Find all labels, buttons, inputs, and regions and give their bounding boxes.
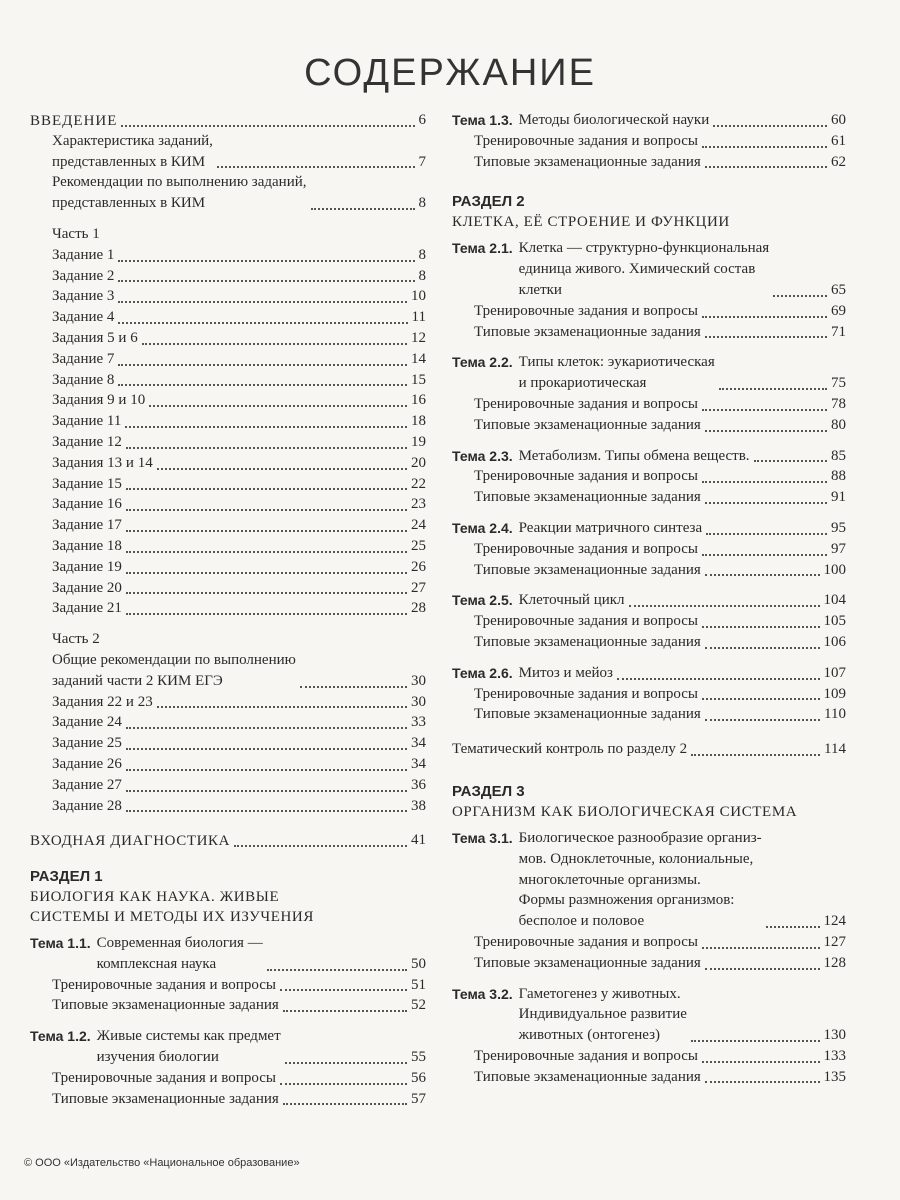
- toc-entry-text: Задание 25: [52, 735, 122, 752]
- toc-entry[interactable]: [30, 650, 426, 692]
- toc-entry-text: Задание 21: [52, 600, 122, 617]
- toc-entry-page: 51: [411, 976, 426, 993]
- leader-dots: [126, 810, 407, 812]
- intro-items: [30, 131, 426, 214]
- leader-dots: [283, 1010, 407, 1012]
- toc-entry-page: 38: [411, 797, 426, 814]
- toc-right-column: [452, 110, 846, 1087]
- topic-subentry[interactable]: [30, 975, 426, 996]
- toc-left-column: [30, 110, 426, 1109]
- leader-dots: [126, 592, 407, 594]
- toc-entry-page: 25: [411, 537, 426, 554]
- toc-entry-page: 14: [411, 350, 426, 367]
- topic-block: [452, 984, 846, 1088]
- topic-title: Митоз и мейоз: [518, 664, 613, 681]
- toc-entry-page: 88: [831, 468, 846, 485]
- leader-dots: [126, 748, 407, 750]
- leader-dots: [126, 769, 407, 771]
- toc-entry-page: 15: [411, 371, 426, 388]
- leader-dots: [617, 678, 820, 680]
- leader-dots: [283, 1103, 407, 1105]
- leader-dots: [126, 613, 407, 615]
- section-title: ОРГАНИЗМ КАК БИОЛОГИЧЕСКАЯ СИСТЕМА: [452, 803, 798, 820]
- toc-entry-text: Задание 12: [52, 433, 122, 450]
- toc-entry-page: 34: [411, 755, 426, 772]
- toc-entry-text: Задание 26: [52, 755, 122, 772]
- leader-dots: [280, 989, 407, 991]
- toc-entry-text: Типовые экзаменационные задания: [474, 633, 701, 650]
- toc-entry-page: 52: [411, 997, 426, 1014]
- toc-entry-text: Типовые экзаменационные задания: [474, 489, 701, 506]
- leader-dots: [118, 260, 414, 262]
- toc-entry-text: Типовые экзаменационные задания: [474, 416, 701, 433]
- toc-entry[interactable]: [30, 515, 426, 536]
- leader-dots: [705, 647, 820, 649]
- toc-entry-text: Задания 9 и 10: [52, 392, 146, 409]
- toc-entry[interactable]: [30, 286, 426, 307]
- topic-subentry[interactable]: [452, 1067, 846, 1088]
- toc-entry-text: Задания 13 и 14: [52, 454, 153, 471]
- toc-entry-text: Типовые экзаменационные задания: [52, 1090, 279, 1107]
- toc-entry[interactable]: [30, 536, 426, 557]
- topic-label: Тема 2.6.: [452, 664, 513, 681]
- topic-block: [30, 933, 426, 1016]
- leader-dots: [702, 554, 827, 556]
- toc-entry-page: 8: [418, 195, 426, 212]
- toc-entry[interactable]: [30, 692, 426, 713]
- toc-entry[interactable]: [30, 411, 426, 432]
- toc-entry-text: Задание 8: [52, 371, 115, 388]
- section2-heading: [452, 192, 846, 232]
- leader-dots: [118, 364, 407, 366]
- leader-dots: [118, 384, 407, 386]
- topic-entry[interactable]: [452, 518, 846, 539]
- leader-dots: [126, 572, 407, 574]
- topic-page: 104: [823, 592, 846, 609]
- toc-entry-text: Тематический контроль по разделу 2: [452, 741, 688, 758]
- toc-entry[interactable]: [30, 432, 426, 453]
- topic-title: Клеточный цикл: [518, 592, 625, 609]
- topic-block: [452, 590, 846, 652]
- topic-block: [452, 238, 846, 342]
- section-label: РАЗДЕЛ 3: [452, 782, 525, 800]
- toc-entry[interactable]: [30, 474, 426, 495]
- topic-title: Гаметогенез у животных. Индивидуальное развитие животных (онтогенез): [518, 985, 687, 1044]
- leader-dots: [705, 166, 827, 168]
- topic-label: Тема 2.5.: [452, 592, 513, 609]
- topic-entry[interactable]: [452, 352, 846, 394]
- topic-subentry[interactable]: [452, 131, 846, 152]
- toc-entry-text: Задание 20: [52, 579, 122, 596]
- toc-entry-intro[interactable]: [30, 110, 426, 131]
- toc-entry-page: 19: [411, 433, 426, 450]
- toc-entry-text: Задание 19: [52, 558, 122, 575]
- toc-entry-page: 16: [411, 392, 426, 409]
- topic-subentry[interactable]: [452, 560, 846, 581]
- leader-dots: [702, 481, 827, 483]
- topic-page: 65: [831, 281, 846, 298]
- part2-label: Часть 2: [52, 631, 100, 648]
- toc-entry[interactable]: [30, 172, 426, 214]
- topic-page: 130: [823, 1027, 846, 1044]
- toc-entry-page: 30: [411, 693, 426, 710]
- topic-subentry[interactable]: [452, 466, 846, 487]
- page-title: СОДЕРЖАНИЕ: [304, 52, 596, 94]
- toc-entry-page: 128: [823, 954, 846, 971]
- toc-entry-text: Задание 2: [52, 267, 115, 284]
- toc-entry-diagnostics[interactable]: [30, 830, 426, 851]
- toc-entry-text: Характеристика заданий, представленных в КИМ: [52, 132, 213, 170]
- toc-entry-text: Типовые экзаменационные задания: [474, 153, 701, 170]
- toc-entry-page: 10: [411, 288, 426, 305]
- leader-dots: [285, 1062, 407, 1064]
- leader-dots: [705, 430, 827, 432]
- topic-label: Тема 1.1.: [30, 935, 91, 952]
- leader-dots: [217, 166, 415, 168]
- topic-block: [452, 446, 846, 508]
- toc-entry-text: Задание 7: [52, 350, 115, 367]
- toc-entry[interactable]: [30, 578, 426, 599]
- topic-title: Современная биология — комплексная наука: [96, 935, 263, 972]
- toc-entry-text: Задание 1: [52, 246, 115, 263]
- leader-dots: [702, 698, 820, 700]
- topic-label: Тема 1.3.: [452, 112, 513, 128]
- toc-entry-text: Задание 28: [52, 797, 122, 814]
- topic-block: [452, 663, 846, 725]
- toc-entry[interactable]: [30, 131, 426, 173]
- topic-subentry[interactable]: [452, 632, 846, 653]
- leader-dots: [754, 460, 827, 462]
- section1-heading: [30, 867, 426, 927]
- leader-dots: [118, 280, 414, 282]
- topic-subentry[interactable]: [452, 394, 846, 415]
- toc-entry-page: 11: [411, 309, 426, 326]
- leader-dots: [121, 125, 414, 127]
- toc-entry-text: Типовые экзаменационные задания: [474, 323, 701, 340]
- toc-entry-page: 36: [411, 776, 426, 793]
- toc-entry[interactable]: [30, 598, 426, 619]
- topic-entry[interactable]: [452, 590, 846, 611]
- topic-subentry[interactable]: [452, 322, 846, 343]
- topic-page: 50: [411, 955, 426, 972]
- toc-entry[interactable]: [30, 796, 426, 817]
- toc-entry-text: Типовые экзаменационные задания: [474, 706, 701, 723]
- leader-dots: [691, 1040, 820, 1042]
- topic-subentry[interactable]: [452, 152, 846, 173]
- toc-entry-page: 91: [831, 489, 846, 506]
- toc-entry-text: Задание 27: [52, 776, 122, 793]
- leader-dots: [702, 409, 827, 411]
- copyright-footer: © ООО «Издательство «Национальное образование»: [24, 1157, 300, 1169]
- topic-title: Типы клеток: эукариотическая и прокариотическая: [518, 354, 715, 392]
- topic-label: Тема 2.2.: [452, 354, 513, 371]
- toc-entry-text: Задание 11: [52, 413, 122, 430]
- section3-topics: [452, 828, 846, 1088]
- leader-dots: [118, 301, 407, 303]
- toc-entry-text: Общие рекомендации по выполнению заданий части 2 КИМ ЕГЭ: [52, 651, 296, 689]
- leader-dots: [126, 727, 407, 729]
- toc-entry[interactable]: [30, 349, 426, 370]
- part2-items: [30, 650, 426, 816]
- toc-entry-text: Задание 17: [52, 517, 122, 534]
- section1-topics: [30, 933, 426, 1109]
- leader-dots: [125, 426, 407, 428]
- topic-page: 107: [823, 664, 846, 681]
- topic-block: [452, 110, 846, 172]
- topic-subentry[interactable]: [452, 487, 846, 508]
- toc-entry-page: 114: [824, 741, 846, 758]
- toc-entry-page: 110: [824, 706, 846, 723]
- section-title: БИОЛОГИЯ КАК НАУКА. ЖИВЫЕ СИСТЕМЫ И МЕТОДЫ ИХ ИЗУЧЕНИЯ: [30, 889, 314, 926]
- toc-entry[interactable]: [30, 266, 426, 287]
- leader-dots: [719, 388, 827, 390]
- toc-entry-page: 18: [411, 413, 426, 430]
- topic-label: Тема 2.1.: [452, 240, 513, 257]
- toc-entry-text: Тренировочные задания и вопросы: [474, 468, 698, 485]
- leader-dots: [234, 845, 407, 847]
- topic-entry[interactable]: [452, 238, 846, 300]
- toc-entry-page: 80: [831, 416, 846, 433]
- topic-subentry[interactable]: [452, 932, 846, 953]
- toc-entry-page: 27: [411, 579, 426, 596]
- toc-entry[interactable]: [30, 754, 426, 775]
- part1-label: Часть 1: [52, 225, 100, 242]
- toc-entry-text: Тренировочные задания и вопросы: [474, 613, 698, 630]
- toc-entry-text: Типовые экзаменационные задания: [474, 561, 701, 578]
- toc-entry-page: 61: [831, 132, 846, 149]
- topic-page: 55: [411, 1049, 426, 1066]
- toc-entry-page: 56: [411, 1069, 426, 1086]
- toc-entry-text: ВХОДНАЯ ДИАГНОСТИКА: [30, 833, 231, 850]
- leader-dots: [157, 706, 407, 708]
- leader-dots: [705, 574, 820, 576]
- topic-entry[interactable]: [30, 1026, 426, 1068]
- topic-title: Методы биологической науки: [518, 112, 710, 128]
- topic-label: Тема 1.2.: [30, 1028, 91, 1045]
- topic-subentry[interactable]: [452, 611, 846, 632]
- topic-entry[interactable]: [452, 110, 846, 131]
- toc-entry-text: Типовые экзаменационные задания: [474, 1068, 701, 1085]
- toc-entry-text: Рекомендации по выполнению заданий, представленных в КИМ: [52, 174, 307, 212]
- toc-entry-page: 127: [823, 933, 846, 950]
- topic-block: [452, 828, 846, 974]
- topic-title: Метаболизм. Типы обмена веществ.: [518, 447, 750, 464]
- toc-entry-page: 30: [411, 672, 426, 689]
- leader-dots: [126, 447, 407, 449]
- leader-dots: [705, 719, 820, 721]
- toc-entry-page: 105: [823, 613, 846, 630]
- toc-entry-page: 78: [831, 395, 846, 412]
- toc-entry-page: 7: [418, 153, 426, 170]
- leader-dots: [706, 533, 827, 535]
- section-label: РАЗДЕЛ 1: [30, 868, 103, 886]
- topic-title: Клетка — структурно-функциональная единица живого. Химический состав клетки: [518, 240, 770, 298]
- toc-entry-control[interactable]: [452, 739, 846, 760]
- leader-dots: [118, 322, 407, 324]
- toc-entry[interactable]: [30, 245, 426, 266]
- toc-entry-text: Типовые экзаменационные задания: [474, 954, 701, 971]
- toc-entry-text: ВВЕДЕНИЕ: [30, 112, 118, 129]
- topic-subentry[interactable]: [452, 301, 846, 322]
- toc-entry-text: Типовые экзаменационные задания: [52, 997, 279, 1014]
- leader-dots: [629, 605, 820, 607]
- toc-entry-text: Тренировочные задания и вопросы: [474, 933, 698, 950]
- toc-entry-text: Тренировочные задания и вопросы: [52, 1069, 276, 1086]
- topic-page: 75: [831, 375, 846, 392]
- topic-entry[interactable]: [452, 446, 846, 467]
- leader-dots: [766, 926, 820, 928]
- toc-entry-page: 8: [418, 267, 426, 284]
- topic-label: Тема 3.2.: [452, 985, 513, 1002]
- toc-entry-page: 8: [418, 246, 426, 263]
- leader-dots: [702, 947, 820, 949]
- toc-entry-page: 20: [411, 454, 426, 471]
- section2-topics: [452, 238, 846, 725]
- topic-entry[interactable]: [30, 933, 426, 975]
- topic-subentry[interactable]: [452, 539, 846, 560]
- toc-entry-page: 97: [831, 540, 846, 557]
- toc-entry-page: 71: [831, 323, 846, 340]
- leader-dots: [702, 626, 820, 628]
- toc-entry-page: 106: [823, 633, 846, 650]
- topic-title: Биологическое разнообразие организ- мов. Одноклеточные, колониальные, многоклеточные организмы. Формы размножения организмов: бесполое и половое: [518, 829, 762, 930]
- toc-entry-page: 100: [823, 561, 846, 578]
- leader-dots: [126, 530, 407, 532]
- topic-subentry[interactable]: [452, 704, 846, 725]
- leader-dots: [705, 1081, 820, 1083]
- leader-dots: [142, 343, 407, 345]
- leader-dots: [126, 509, 407, 511]
- toc-entry-text: Тренировочные задания и вопросы: [474, 685, 698, 702]
- toc-entry-page: 22: [411, 475, 426, 492]
- leader-dots: [126, 790, 407, 792]
- toc-entry-text: Задание 18: [52, 537, 122, 554]
- topic-subentry[interactable]: [30, 1089, 426, 1110]
- leader-dots: [705, 336, 827, 338]
- toc-entry-page: 41: [411, 832, 426, 849]
- topic-block: [452, 352, 846, 435]
- toc-entry-page: 109: [823, 685, 846, 702]
- topic-label: Тема 2.4.: [452, 519, 513, 536]
- leader-dots: [300, 686, 407, 688]
- toc-entry-text: Задание 15: [52, 475, 122, 492]
- toc-entry-text: Задание 24: [52, 714, 122, 731]
- toc-entry-text: Тренировочные задания и вопросы: [474, 540, 698, 557]
- toc-entry[interactable]: [30, 390, 426, 411]
- topic-subentry[interactable]: [30, 1068, 426, 1089]
- topic-label: Тема 2.3.: [452, 447, 513, 464]
- toc-entry-page: 34: [411, 735, 426, 752]
- leader-dots: [267, 969, 407, 971]
- toc-entry[interactable]: [30, 453, 426, 474]
- topic-label: Тема 3.1.: [452, 829, 513, 846]
- toc-entry-text: Тренировочные задания и вопросы: [474, 302, 698, 319]
- topic-page: 60: [831, 112, 846, 128]
- leader-dots: [702, 146, 827, 148]
- topic-subentry[interactable]: [30, 995, 426, 1016]
- topic-page: 95: [831, 519, 846, 536]
- toc-entry-page: 26: [411, 558, 426, 575]
- leader-dots: [311, 208, 415, 210]
- leader-dots: [705, 968, 820, 970]
- toc-entry[interactable]: [30, 733, 426, 754]
- toc-entry[interactable]: [30, 494, 426, 515]
- leader-dots: [702, 1061, 820, 1063]
- toc-entry[interactable]: [30, 775, 426, 796]
- toc-entry-page: 23: [411, 496, 426, 513]
- toc-entry-text: Задание 4: [52, 309, 115, 326]
- toc-entry-text: Задание 3: [52, 288, 115, 305]
- toc-entry-page: 133: [823, 1047, 846, 1064]
- toc-entry[interactable]: [30, 557, 426, 578]
- toc-entry[interactable]: [30, 307, 426, 328]
- topic-page: 85: [831, 447, 846, 464]
- leader-dots: [773, 295, 827, 297]
- toc-entry-text: Задания 5 и 6: [52, 329, 138, 346]
- toc-entry-text: Задания 22 и 23: [52, 693, 153, 710]
- topic-block: [452, 518, 846, 580]
- toc-entry-text: Тренировочные задания и вопросы: [474, 132, 698, 149]
- toc-entry[interactable]: [30, 370, 426, 391]
- leader-dots: [126, 551, 407, 553]
- toc-entry-page: 12: [411, 329, 426, 346]
- topic-block: [30, 1026, 426, 1109]
- topic-entry[interactable]: [452, 828, 846, 932]
- leader-dots: [149, 405, 407, 407]
- leader-dots: [691, 754, 820, 756]
- leader-dots: [702, 316, 827, 318]
- toc-entry[interactable]: [30, 328, 426, 349]
- topic-page: 124: [823, 913, 846, 930]
- topic-subentry[interactable]: [452, 1046, 846, 1067]
- topic-entry[interactable]: [452, 984, 846, 1046]
- toc-entry-page: 24: [411, 517, 426, 534]
- section3-heading: [452, 782, 846, 822]
- toc-entry-text: Тренировочные задания и вопросы: [52, 976, 276, 993]
- toc-entry-page: 6: [418, 112, 426, 128]
- toc-entry-page: 62: [831, 153, 846, 170]
- toc-entry-page: 69: [831, 302, 846, 319]
- toc-entry-page: 33: [411, 714, 426, 731]
- leader-dots: [126, 488, 407, 490]
- toc-entry-text: Тренировочные задания и вопросы: [474, 395, 698, 412]
- toc-entry-page: 28: [411, 600, 426, 617]
- topic-entry[interactable]: [452, 663, 846, 684]
- part1-items: [30, 245, 426, 619]
- topic-title: Живые системы как предмет изучения биологии: [96, 1028, 281, 1066]
- leader-dots: [280, 1083, 407, 1085]
- topic-subentry[interactable]: [452, 953, 846, 974]
- topic-subentry[interactable]: [452, 684, 846, 705]
- toc-entry-page: 135: [823, 1068, 846, 1085]
- section-label: РАЗДЕЛ 2: [452, 193, 525, 211]
- topic-1-3: [452, 110, 846, 172]
- toc-entry-text: Тренировочные задания и вопросы: [474, 1047, 698, 1064]
- topic-subentry[interactable]: [452, 415, 846, 436]
- toc-entry-text: Задание 16: [52, 496, 122, 513]
- toc-entry[interactable]: [30, 712, 426, 733]
- leader-dots: [705, 502, 827, 504]
- section-title: КЛЕТКА, ЕЁ СТРОЕНИЕ И ФУНКЦИИ: [452, 214, 730, 231]
- leader-dots: [713, 125, 827, 127]
- leader-dots: [157, 468, 407, 470]
- topic-title: Реакции матричного синтеза: [518, 519, 703, 536]
- toc-entry-page: 57: [411, 1090, 426, 1107]
